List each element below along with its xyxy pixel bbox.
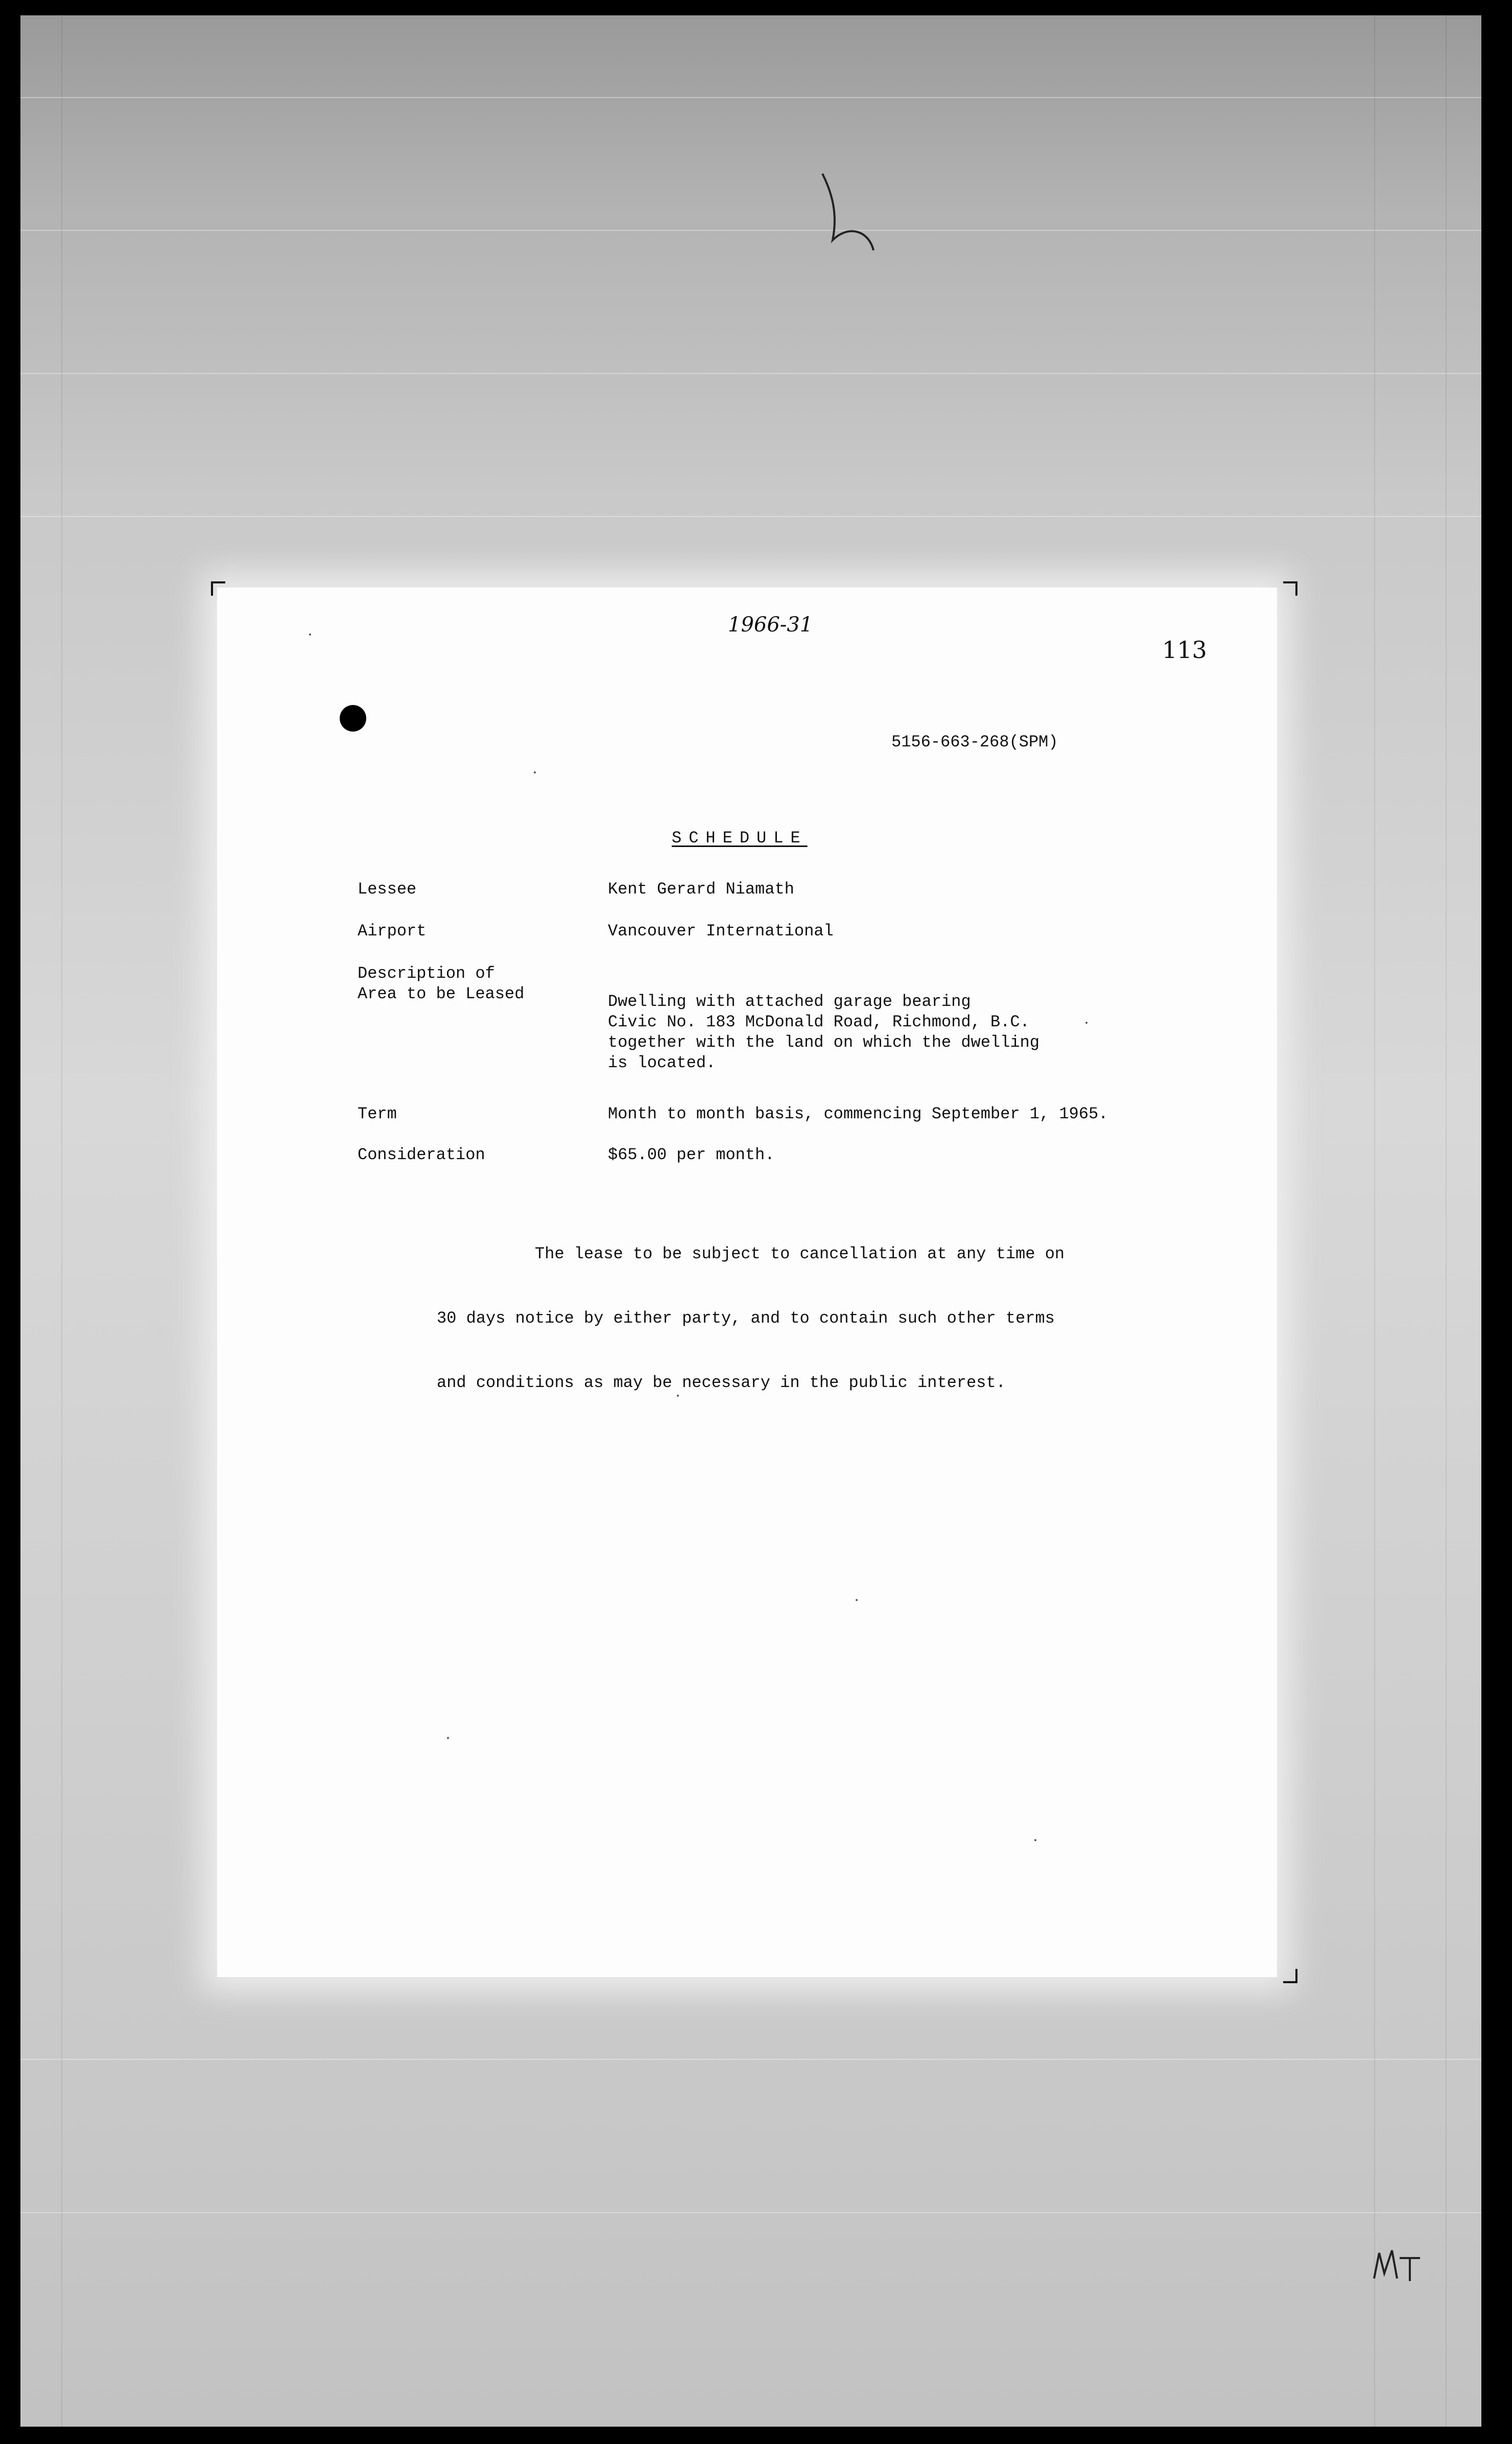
microfilm-frame <box>20 15 1481 2427</box>
paragraph-line: and conditions as may be necessary in the public interest. <box>437 1373 1006 1392</box>
field-value-description-line-1: Dwelling with attached garage bearing <box>608 992 971 1011</box>
field-value-description-line-2: Civic No. 183 McDonald Road, Richmond, B.C. <box>608 1013 1030 1031</box>
field-label-consideration: Consideration <box>358 1145 485 1164</box>
crop-mark-bottom-right <box>1283 1969 1297 1983</box>
field-value-lessee: Kent Gerard Niamath <box>608 880 794 899</box>
field-label-term: Term <box>358 1104 397 1123</box>
lease-schedule-page <box>217 588 1277 1977</box>
crop-mark-top-right <box>1283 581 1297 596</box>
paragraph-line: 30 days notice by either party, and to contain such other terms <box>437 1309 1055 1328</box>
field-label-description-line-1: Description of <box>358 964 495 983</box>
field-value-description-line-4: is located. <box>608 1053 716 1072</box>
punch-hole <box>340 705 366 732</box>
crop-mark-top-left <box>211 581 225 596</box>
paragraph-line: The lease to be subject to cancellation at any time on <box>437 1244 1065 1263</box>
field-label-lessee: Lessee <box>358 880 417 899</box>
field-label-description-line-2: Area to be Leased <box>358 984 525 1003</box>
field-value-term: Month to month basis, commencing September 1, 1965. <box>608 1104 1108 1123</box>
pencil-check-mark <box>802 163 884 255</box>
field-value-consideration: $65.00 per month. <box>608 1145 775 1164</box>
field-label-airport: Airport <box>358 922 427 941</box>
schedule-title: SCHEDULE <box>672 829 808 848</box>
cancellation-paragraph <box>437 1201 1203 1437</box>
handwritten-reference: 1966-31 <box>728 613 813 637</box>
page-number: 113 <box>1162 636 1207 664</box>
file-number: 5156-663-268(SPM) <box>891 733 1058 751</box>
field-value-description-line-3: together with the land on which the dwelling <box>608 1033 1040 1052</box>
field-value-airport: Vancouver International <box>608 922 834 941</box>
corner-scribble-mark <box>1369 2243 1430 2289</box>
